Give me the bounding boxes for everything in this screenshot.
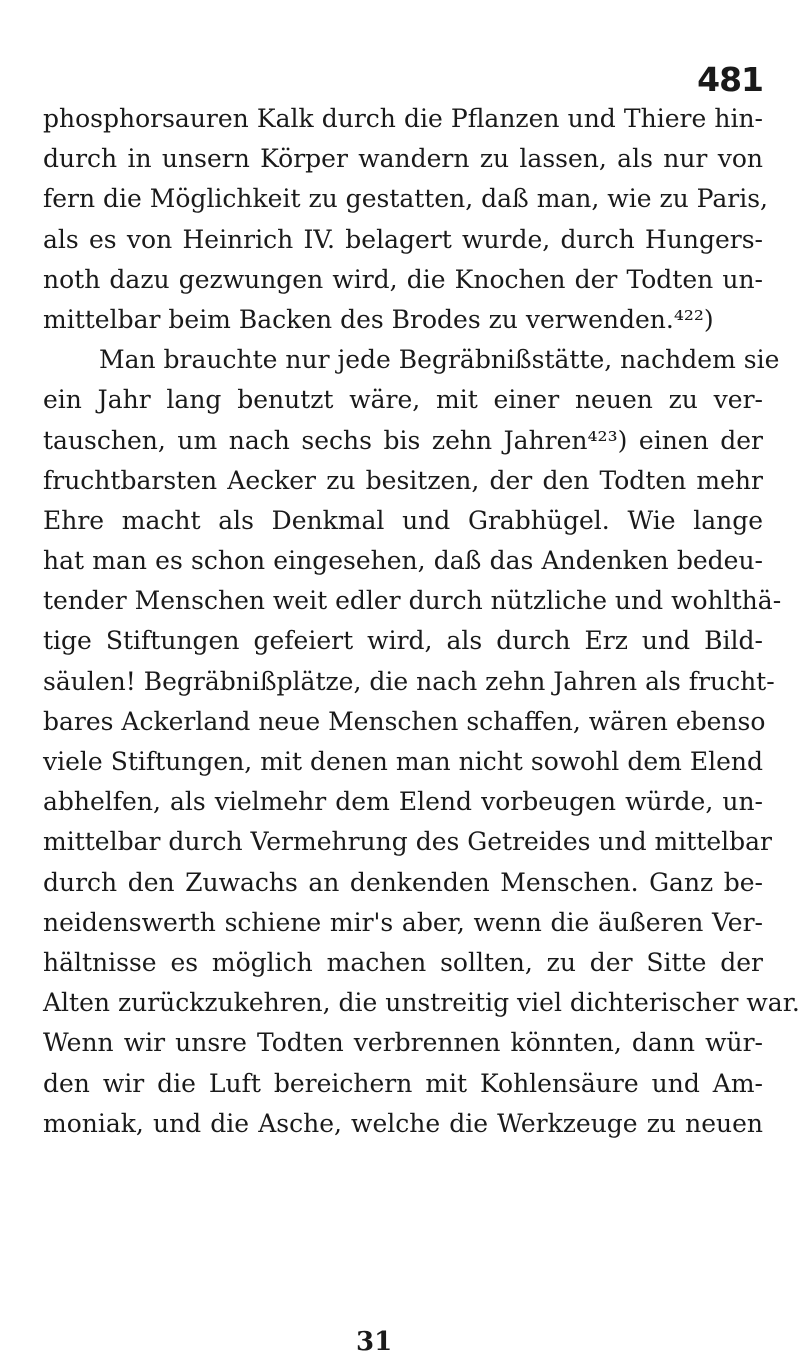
text-line: säulen! Begräbnißplätze, die nach zehn Jahren als frucht- <box>43 666 775 696</box>
text-line: neidenswerth schiene mir's aber, wenn die äußeren Ver- <box>43 907 763 937</box>
text-line: moniak, und die Asche, welche die Werkzeuge zu neuen <box>43 1108 763 1138</box>
text-line: durch den Zuwachs an denkenden Menschen. Ganz be- <box>43 867 763 897</box>
text-line: ein Jahr lang benutzt wäre, mit einer neuen zu ver- <box>43 385 763 415</box>
text-line: als es von Heinrich IV. belagert wurde, durch Hungers- <box>43 224 763 254</box>
signature-mark: 31 <box>356 1327 393 1357</box>
text-line: bares Ackerland neue Menschen schaffen, wären ebenso <box>43 706 766 736</box>
text-line: durch in unsern Körper wandern zu lassen, als nur von <box>43 144 763 174</box>
text-line: fruchtbarsten Aecker zu besitzen, der den Todten mehr <box>43 465 763 495</box>
text-line: hältnisse es möglich machen sollten, zu der Sitte der <box>43 947 763 977</box>
text-line: phosphorsauren Kalk durch die Pflanzen und Thiere hin- <box>43 104 763 133</box>
text-line: Alten zurückzukehren, die unstreitig viel dichterischer war. <box>43 988 800 1018</box>
text-line: Ehre macht als Denkmal und Grabhügel. Wie lange <box>43 505 763 535</box>
page-number: 481 <box>697 60 763 99</box>
text-line: mittelbar beim Backen des Brodes zu verwenden.⁴²²) <box>43 304 714 334</box>
text-line: hat man es schon eingesehen, daß das Andenken bedeu- <box>43 546 763 576</box>
text-line: tige Stiftungen gefeiert wird, als durch Erz und Bild- <box>43 626 763 656</box>
text-line: tender Menschen weit edler durch nützliche und wohlthä- <box>43 586 782 616</box>
text-line: den wir die Luft bereichern mit Kohlensäure und Am- <box>43 1068 763 1098</box>
text-line: abhelfen, als vielmehr dem Elend vorbeugen würde, un- <box>43 787 763 817</box>
text-line: mittelbar durch Vermehrung des Getreides und mittelbar <box>43 827 773 857</box>
text-line: Man brauchte nur jede Begräbnißstätte, nachdem sie <box>99 345 780 375</box>
body-text <box>43 99 800 1144</box>
text-line: fern die Möglichkeit zu gestatten, daß man, wie zu Paris, <box>43 184 768 214</box>
text-line: viele Stiftungen, mit denen man nicht sowohl dem Elend <box>43 747 763 776</box>
text-line: noth dazu gezwungen wird, die Knochen der Todten un- <box>43 264 763 294</box>
text-line: Wenn wir unsre Todten verbrennen könnten, dann wür- <box>43 1028 763 1058</box>
text-line: tauschen, um nach sechs bis zehn Jahren⁴²³) einen der <box>43 425 763 455</box>
